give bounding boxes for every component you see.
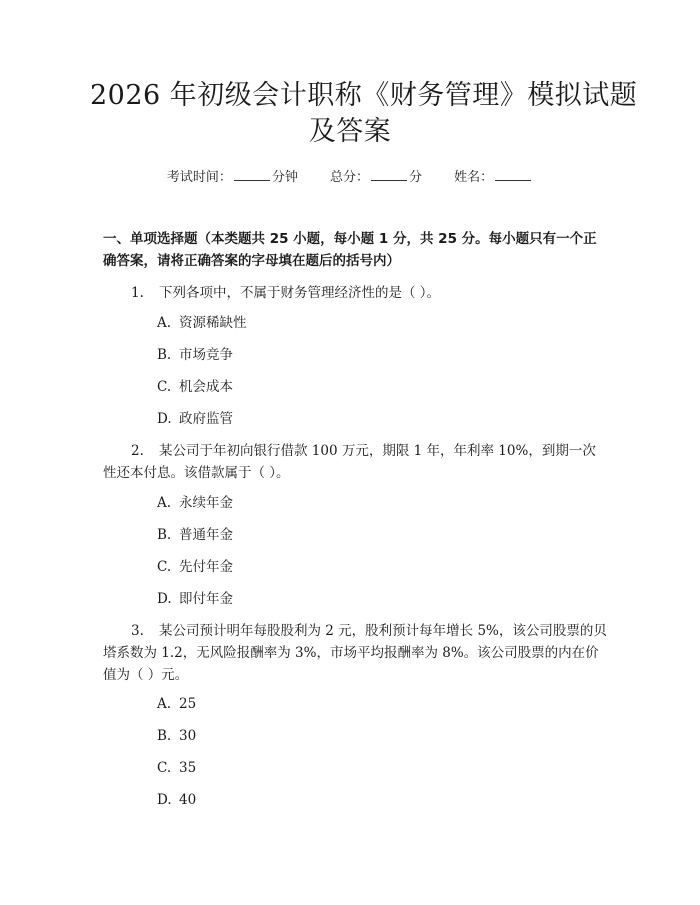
question-2-option-a <box>157 493 233 513</box>
question-2-option-d <box>157 589 233 609</box>
exam-time-unit: 分钟 <box>271 170 298 185</box>
option-text: 资源稀缺性 <box>179 315 247 331</box>
question-1-option-a <box>157 313 247 333</box>
total-score-field <box>330 168 422 187</box>
option-text: 即付年金 <box>179 591 233 607</box>
question-text: 下列各项中，不属于财务管理经济性的是（ ）。 <box>159 285 441 301</box>
question-1 <box>103 282 608 304</box>
question-3 <box>103 620 608 686</box>
title-line-2: 及答案 <box>308 116 392 147</box>
question-2 <box>103 440 608 484</box>
question-1-option-b <box>157 345 233 365</box>
option-letter: A. <box>157 495 172 511</box>
question-number: 2. <box>131 443 144 459</box>
question-number: 1. <box>131 285 144 301</box>
title-line-1: 2026 年初级会计职称《财务管理》模拟试题 <box>90 80 638 111</box>
question-3-option-c <box>157 758 196 778</box>
option-text: 40 <box>179 792 197 808</box>
document-title <box>90 78 638 150</box>
question-number: 3. <box>131 623 144 639</box>
option-text: 市场竞争 <box>179 347 233 363</box>
exam-time-blank <box>234 168 270 181</box>
option-text: 永续年金 <box>179 495 233 511</box>
section-heading: 一、单项选择题（本类题共 25 小题，每小题 1 分，共 25 分。每小题只有一个正确答案，请将正确答案的字母填在题后的括号内） <box>103 231 597 269</box>
option-text: 机会成本 <box>179 379 233 395</box>
option-text: 30 <box>179 728 197 744</box>
total-score-unit: 分 <box>409 170 423 185</box>
option-letter: B. <box>157 527 172 543</box>
option-letter: D. <box>157 792 172 808</box>
option-text: 普通年金 <box>179 527 233 543</box>
option-letter: D. <box>157 411 172 427</box>
question-2-option-b <box>157 525 233 545</box>
option-letter: C. <box>157 559 172 575</box>
question-text: 某公司于年初向银行借款 100 万元，期限 1 年，年利率 10%，到期一次性还本付息。该借款属于（ ）。 <box>103 443 596 481</box>
option-letter: C. <box>157 379 172 395</box>
option-text: 先付年金 <box>179 559 233 575</box>
question-2-option-c <box>157 557 233 577</box>
option-letter: A. <box>157 696 172 712</box>
option-text: 35 <box>179 760 197 776</box>
option-letter: B. <box>157 728 172 744</box>
question-text: 某公司预计明年每股股利为 2 元，股利预计每年增长 5%，该公司股票的贝塔系数为 1.2，无风险报酬率为 3%，市场平均报酬率为 8%。该公司股票的内在价值为（ ）元。 <box>103 623 607 683</box>
option-text: 25 <box>179 696 197 712</box>
option-letter: D. <box>157 591 172 607</box>
name-label: 姓名： <box>454 170 494 185</box>
option-letter: A. <box>157 315 172 331</box>
total-score-label: 总分： <box>329 170 369 185</box>
name-field <box>454 168 533 187</box>
question-3-option-b <box>157 726 196 746</box>
name-blank <box>495 168 531 181</box>
question-1-option-c <box>157 377 233 397</box>
question-1-option-d <box>157 409 233 429</box>
option-text: 政府监管 <box>179 411 233 427</box>
exam-time-field <box>167 168 298 187</box>
question-3-option-a <box>157 694 196 714</box>
exam-time-label: 考试时间： <box>166 170 232 185</box>
option-letter: C. <box>157 760 172 776</box>
exam-info-bar <box>0 168 700 187</box>
question-3-option-d <box>157 790 196 810</box>
total-score-blank <box>371 168 407 181</box>
option-letter: B. <box>157 347 172 363</box>
